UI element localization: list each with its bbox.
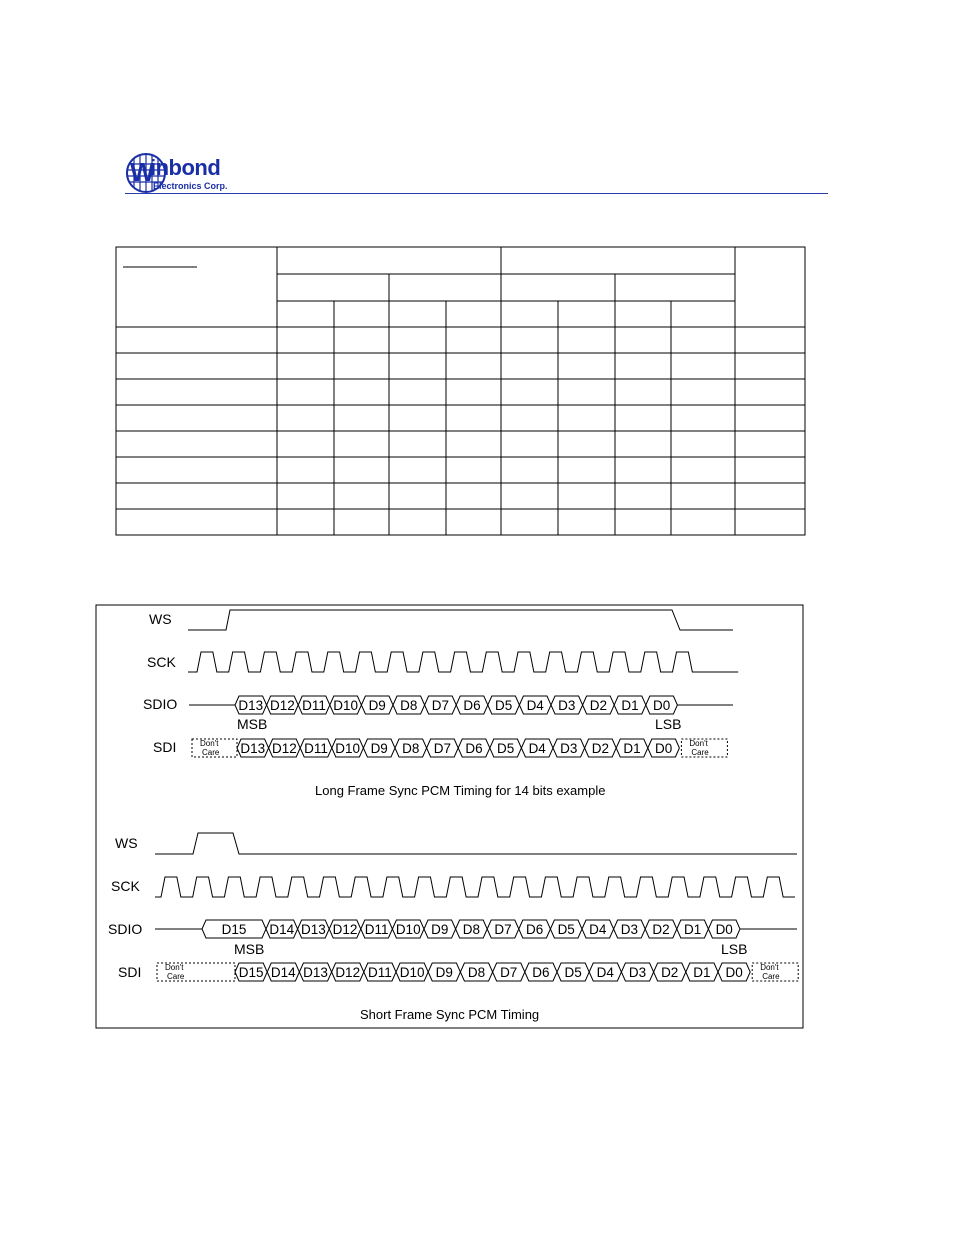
long-sdio-bit-label: D10 [333, 698, 358, 713]
long-sdio-bit-label: D3 [558, 698, 576, 713]
logo-subtitle: Electronics Corp. [153, 181, 228, 191]
short-sdio-bit-label: D15 [221, 922, 247, 937]
short-sdi-bit-label: D11 [368, 965, 392, 980]
long-sdio-bit-label: D9 [368, 698, 386, 713]
long-sdi-bit-label: D9 [370, 741, 388, 756]
long-sdi-bit-label: D11 [304, 741, 328, 756]
short-sdio-bit-label: D3 [620, 922, 639, 937]
short-sdio-bit-label: D1 [683, 922, 702, 937]
long-sdio-bit-label: D7 [431, 698, 450, 713]
long-sdio-bit-label: D8 [400, 698, 418, 713]
long-sdi-label: SDI [153, 739, 177, 755]
short-sdio-bit-label: D10 [395, 922, 421, 937]
long-sdi-bit-label: D8 [402, 741, 420, 756]
long-sdi-bit-label: D6 [465, 741, 483, 756]
short-msb-label: MSB [234, 941, 265, 957]
short-sdi-bit-label: D9 [435, 965, 453, 980]
short-sdi-bit-label: D5 [564, 965, 582, 980]
long-sdi-bus [192, 739, 727, 757]
short-sdio-bit-label: D7 [494, 922, 512, 937]
long-sdio-bit-label: D12 [270, 698, 295, 713]
long-sdi-dont-care-label: Don't [200, 739, 219, 748]
short-sdi-bit-label: D4 [596, 965, 614, 980]
long-sdi-bit-label: D13 [240, 741, 266, 756]
short-sdi-dont-care-label: Care [762, 972, 780, 981]
short-sdio-bit-label: D11 [364, 922, 389, 937]
long-sdi-bit-label: D10 [335, 741, 360, 756]
short-sck-label: SCK [111, 878, 140, 894]
short-sdi-bit-label: D15 [238, 965, 264, 980]
long-sdi-bit-label: D4 [528, 741, 546, 756]
long-sdio-bit-label: D11 [302, 698, 326, 713]
long-sdi-dont-care-label: Don't [689, 739, 708, 748]
short-sdio-bit-label: D12 [332, 922, 358, 937]
long-sdi-bit-label: D5 [496, 741, 515, 756]
short-sdi-bit-label: D14 [270, 965, 296, 980]
short-sdio-label: SDIO [108, 921, 143, 937]
long-sdi-bit-label: D0 [654, 741, 673, 756]
short-sdio-bit-label: D8 [462, 922, 481, 937]
long-sdio-bit-label: D13 [238, 698, 264, 713]
short-sdi-label: SDI [118, 964, 142, 980]
short-sdi-bit-label: D12 [335, 965, 361, 980]
short-sdi-bit-label: D7 [500, 965, 518, 980]
short-sdi-bit-label: D13 [303, 965, 328, 980]
short-sdi-bit-label: D1 [693, 965, 711, 980]
long-sdio-bit-label: D1 [621, 698, 639, 713]
short-sdi-bit-label: D2 [661, 965, 679, 980]
long-sdio-bit-label: D6 [463, 698, 481, 713]
long-ws-wave [188, 610, 733, 630]
short-sdi-bit-label: D8 [467, 965, 486, 980]
long-msb-label: MSB [237, 716, 268, 732]
long-caption: Long Frame Sync PCM Timing for 14 bits example [315, 783, 606, 798]
long-sck-label: SCK [147, 654, 176, 670]
short-sdio-bit-label: D13 [301, 922, 326, 937]
long-lsb-label: LSB [655, 716, 682, 732]
long-sdi-dont-care-label: Care [202, 748, 220, 757]
short-sdi-bus [157, 963, 798, 981]
short-sdi-bit-label: D3 [628, 965, 647, 980]
long-sck-wave [188, 652, 738, 672]
short-sck-wave [155, 877, 795, 897]
short-lsb-label: LSB [721, 941, 748, 957]
short-sdi-bit-label: D0 [725, 965, 743, 980]
short-sdio-bus [155, 920, 797, 938]
long-sdio-bit-label: D4 [526, 698, 544, 713]
short-sdio-bit-label: D14 [269, 922, 295, 937]
short-sdio-bit-label: D2 [652, 922, 670, 937]
short-caption: Short Frame Sync PCM Timing [360, 1007, 540, 1022]
short-sdio-bit-label: D5 [557, 922, 575, 937]
short-ws-wave [155, 833, 797, 854]
long-sdi-bit-label: D1 [623, 741, 641, 756]
long-sdio-bit-label: D0 [652, 698, 671, 713]
long-sdio-bit-label: D5 [494, 698, 513, 713]
long-sdio-bus [189, 696, 733, 714]
logo-initial: W [130, 157, 155, 187]
short-sdio-bit-label: D0 [715, 922, 733, 937]
short-sdi-dont-care-label: Don't [760, 963, 779, 972]
logo-wordmark: inbond [150, 155, 221, 180]
short-sdio-bit-label: D9 [431, 922, 449, 937]
long-ws-label: WS [149, 611, 172, 627]
short-sdi-bit-label: D10 [399, 965, 425, 980]
long-sdio-bit-label: D2 [589, 698, 608, 713]
clock-path [188, 652, 738, 672]
long-sdi-bit-label: D7 [433, 741, 452, 756]
short-sdio-bit-label: D6 [525, 922, 544, 937]
short-ws-label: WS [115, 835, 138, 851]
short-sdi-bit-label: D6 [532, 965, 550, 980]
long-sdi-bit-label: D3 [560, 741, 578, 756]
short-sdi-dont-care-label: Care [167, 972, 185, 981]
long-sdio-label: SDIO [143, 696, 178, 712]
long-sdi-dont-care-label: Care [691, 748, 709, 757]
short-sdio-bit-label: D4 [589, 922, 607, 937]
clock-path [155, 877, 795, 897]
long-sdi-bit-label: D2 [591, 741, 610, 756]
short-sdi-dont-care-label: Don't [165, 963, 184, 972]
long-sdi-bit-label: D12 [272, 741, 297, 756]
